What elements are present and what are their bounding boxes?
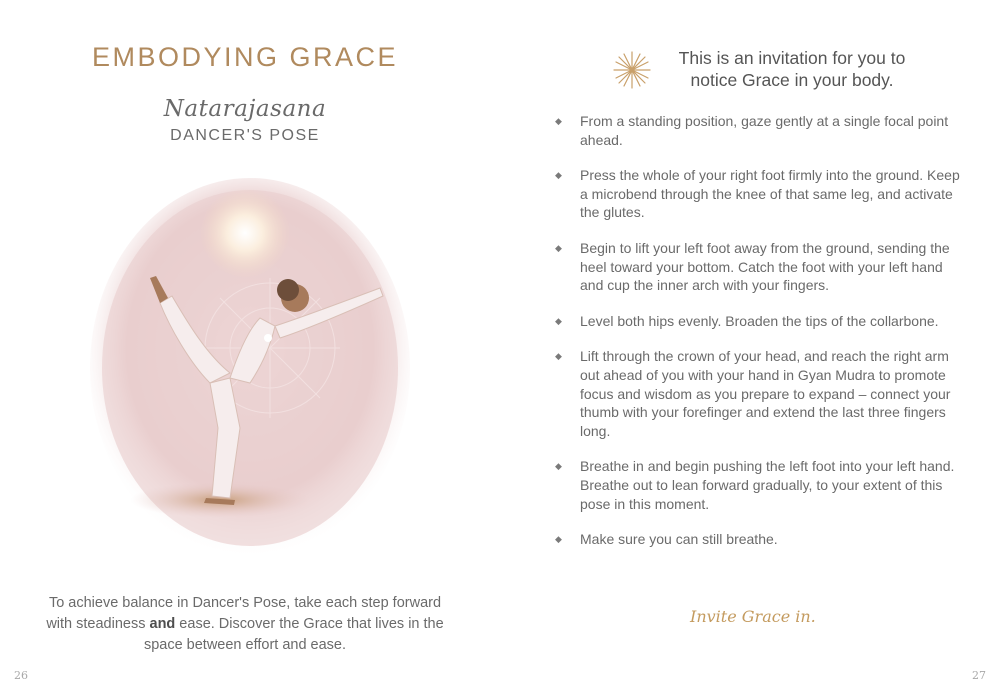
diamond-bullet-icon: ◆ — [555, 534, 562, 545]
list-item: ◆ Press the whole of your right foot firmly into the ground. Keep a microbend through the knee of that same leg, and activate the glutes. — [555, 167, 960, 221]
list-item: ◆ Breathe in and begin pushing the left foot into your left hand. Breathe out to lean forward gradually, to your extent of this pose in this moment. — [555, 458, 955, 512]
left-page — [0, 0, 490, 695]
list-item: ◆ Make sure you can still breathe. — [555, 531, 778, 548]
pose-steps-list — [555, 112, 965, 549]
list-item: ◆ Level both hips evenly. Broaden the tips of the collarbone. — [555, 312, 939, 329]
pose-english-name: DANCER'S POSE — [170, 127, 320, 144]
list-item: ◆ From a standing position, gaze gently at a single focal point ahead. — [555, 113, 949, 148]
pose-sanskrit-name: Natarajasana — [163, 96, 327, 122]
list-item: ◆ Begin to lift your left foot away from the ground, sending the heel toward your bottom. Catch the foot with your left hand and cup the inner arch with your fingers. — [555, 239, 950, 294]
pose-caption: To achieve balance in Dancer's Pose, take each step forward with steadiness and ease. Discover the Grace that lives in the space between effort and ease. — [46, 595, 444, 653]
diamond-bullet-icon: ◆ — [555, 315, 562, 326]
closing-line: Invite Grace in. — [690, 607, 816, 626]
page-title: EMBODYING GRACE — [91, 42, 399, 72]
diamond-bullet-icon: ◆ — [555, 351, 562, 362]
page-number-right: 27 — [972, 669, 986, 682]
list-item: ◆ Lift through the crown of your head, and reach the right arm out ahead of you with your hand in Gyan Mudra to promote focus and wisdom as you prepare to expand – connect your thumb with your forefinger and extend the last three fingers long. — [555, 348, 951, 439]
diamond-bullet-icon: ◆ — [555, 242, 562, 253]
page-number-left: 26 — [14, 669, 28, 682]
diamond-bullet-icon: ◆ — [555, 170, 562, 181]
diamond-bullet-icon: ◆ — [555, 461, 562, 472]
sparkle-star-icon — [612, 50, 652, 90]
invitation-heading: This is an invitation for you to notice Grace in your body. — [678, 48, 906, 90]
diamond-bullet-icon: ◆ — [555, 116, 562, 126]
dancers-pose-illustration — [90, 178, 410, 558]
